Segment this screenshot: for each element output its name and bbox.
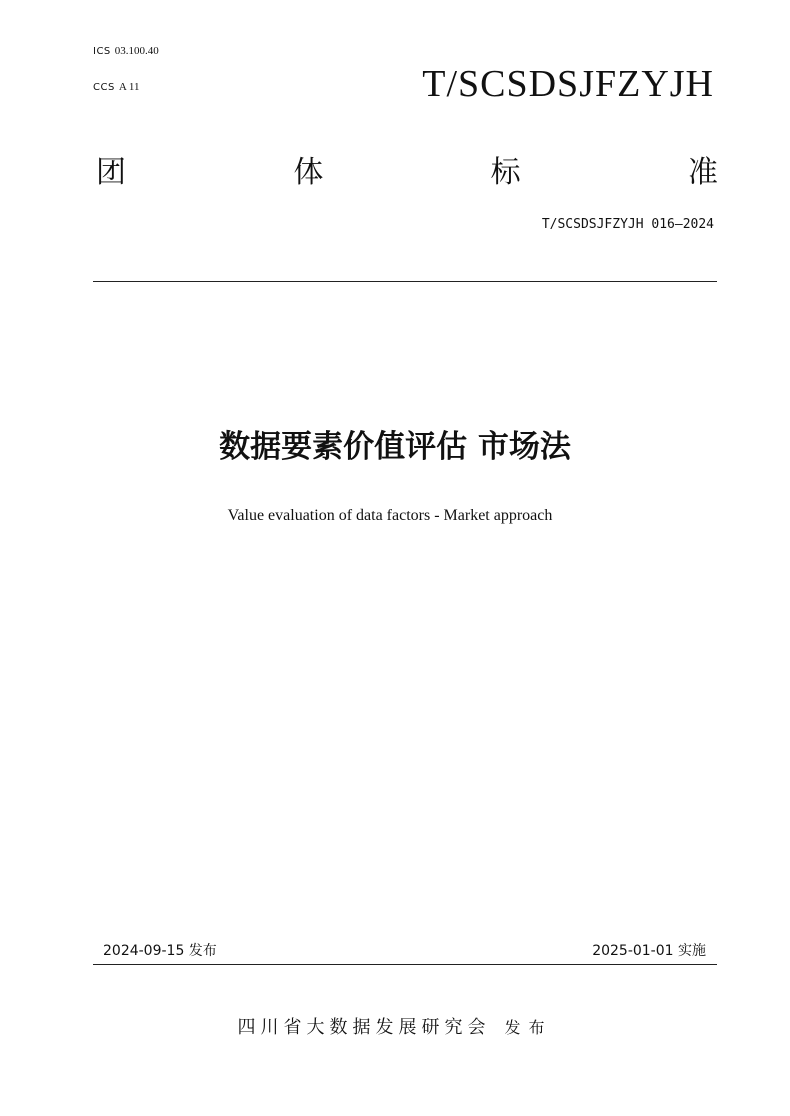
standard-number: T/SCSDSJFZYJH 016—2024: [541, 217, 714, 232]
publish-label: 发布: [504, 1018, 553, 1037]
publisher-name: 四川省大数据发展研究会: [237, 1017, 491, 1038]
standard-type: [96, 153, 718, 193]
document-title-cn: 数据要素价值评估 市场法: [219, 429, 571, 465]
ccs-label: CCS: [93, 82, 115, 93]
standard-type-char: 团: [96, 155, 126, 190]
bottom-divider: [93, 964, 717, 965]
ccs-value: A 11: [118, 81, 140, 93]
release-date: 2024-09-15 发布: [103, 943, 217, 959]
top-divider: [93, 281, 717, 282]
standard-code: T/SCSDSJFZYJH: [422, 63, 714, 105]
standard-type-char: 准: [687, 155, 718, 190]
standard-type-char: 标: [490, 155, 521, 190]
ccs-code: [93, 80, 140, 95]
implementation-date: 2025-01-01 实施: [592, 943, 706, 959]
ics-code: [93, 44, 159, 59]
document-title-en: Value evaluation of data factors - Market approach: [227, 507, 553, 524]
standard-type-char: 体: [293, 155, 324, 190]
ics-value: 03.100.40: [114, 45, 159, 57]
publisher-line: [0, 1015, 790, 1041]
ics-label: ICS: [93, 46, 111, 57]
